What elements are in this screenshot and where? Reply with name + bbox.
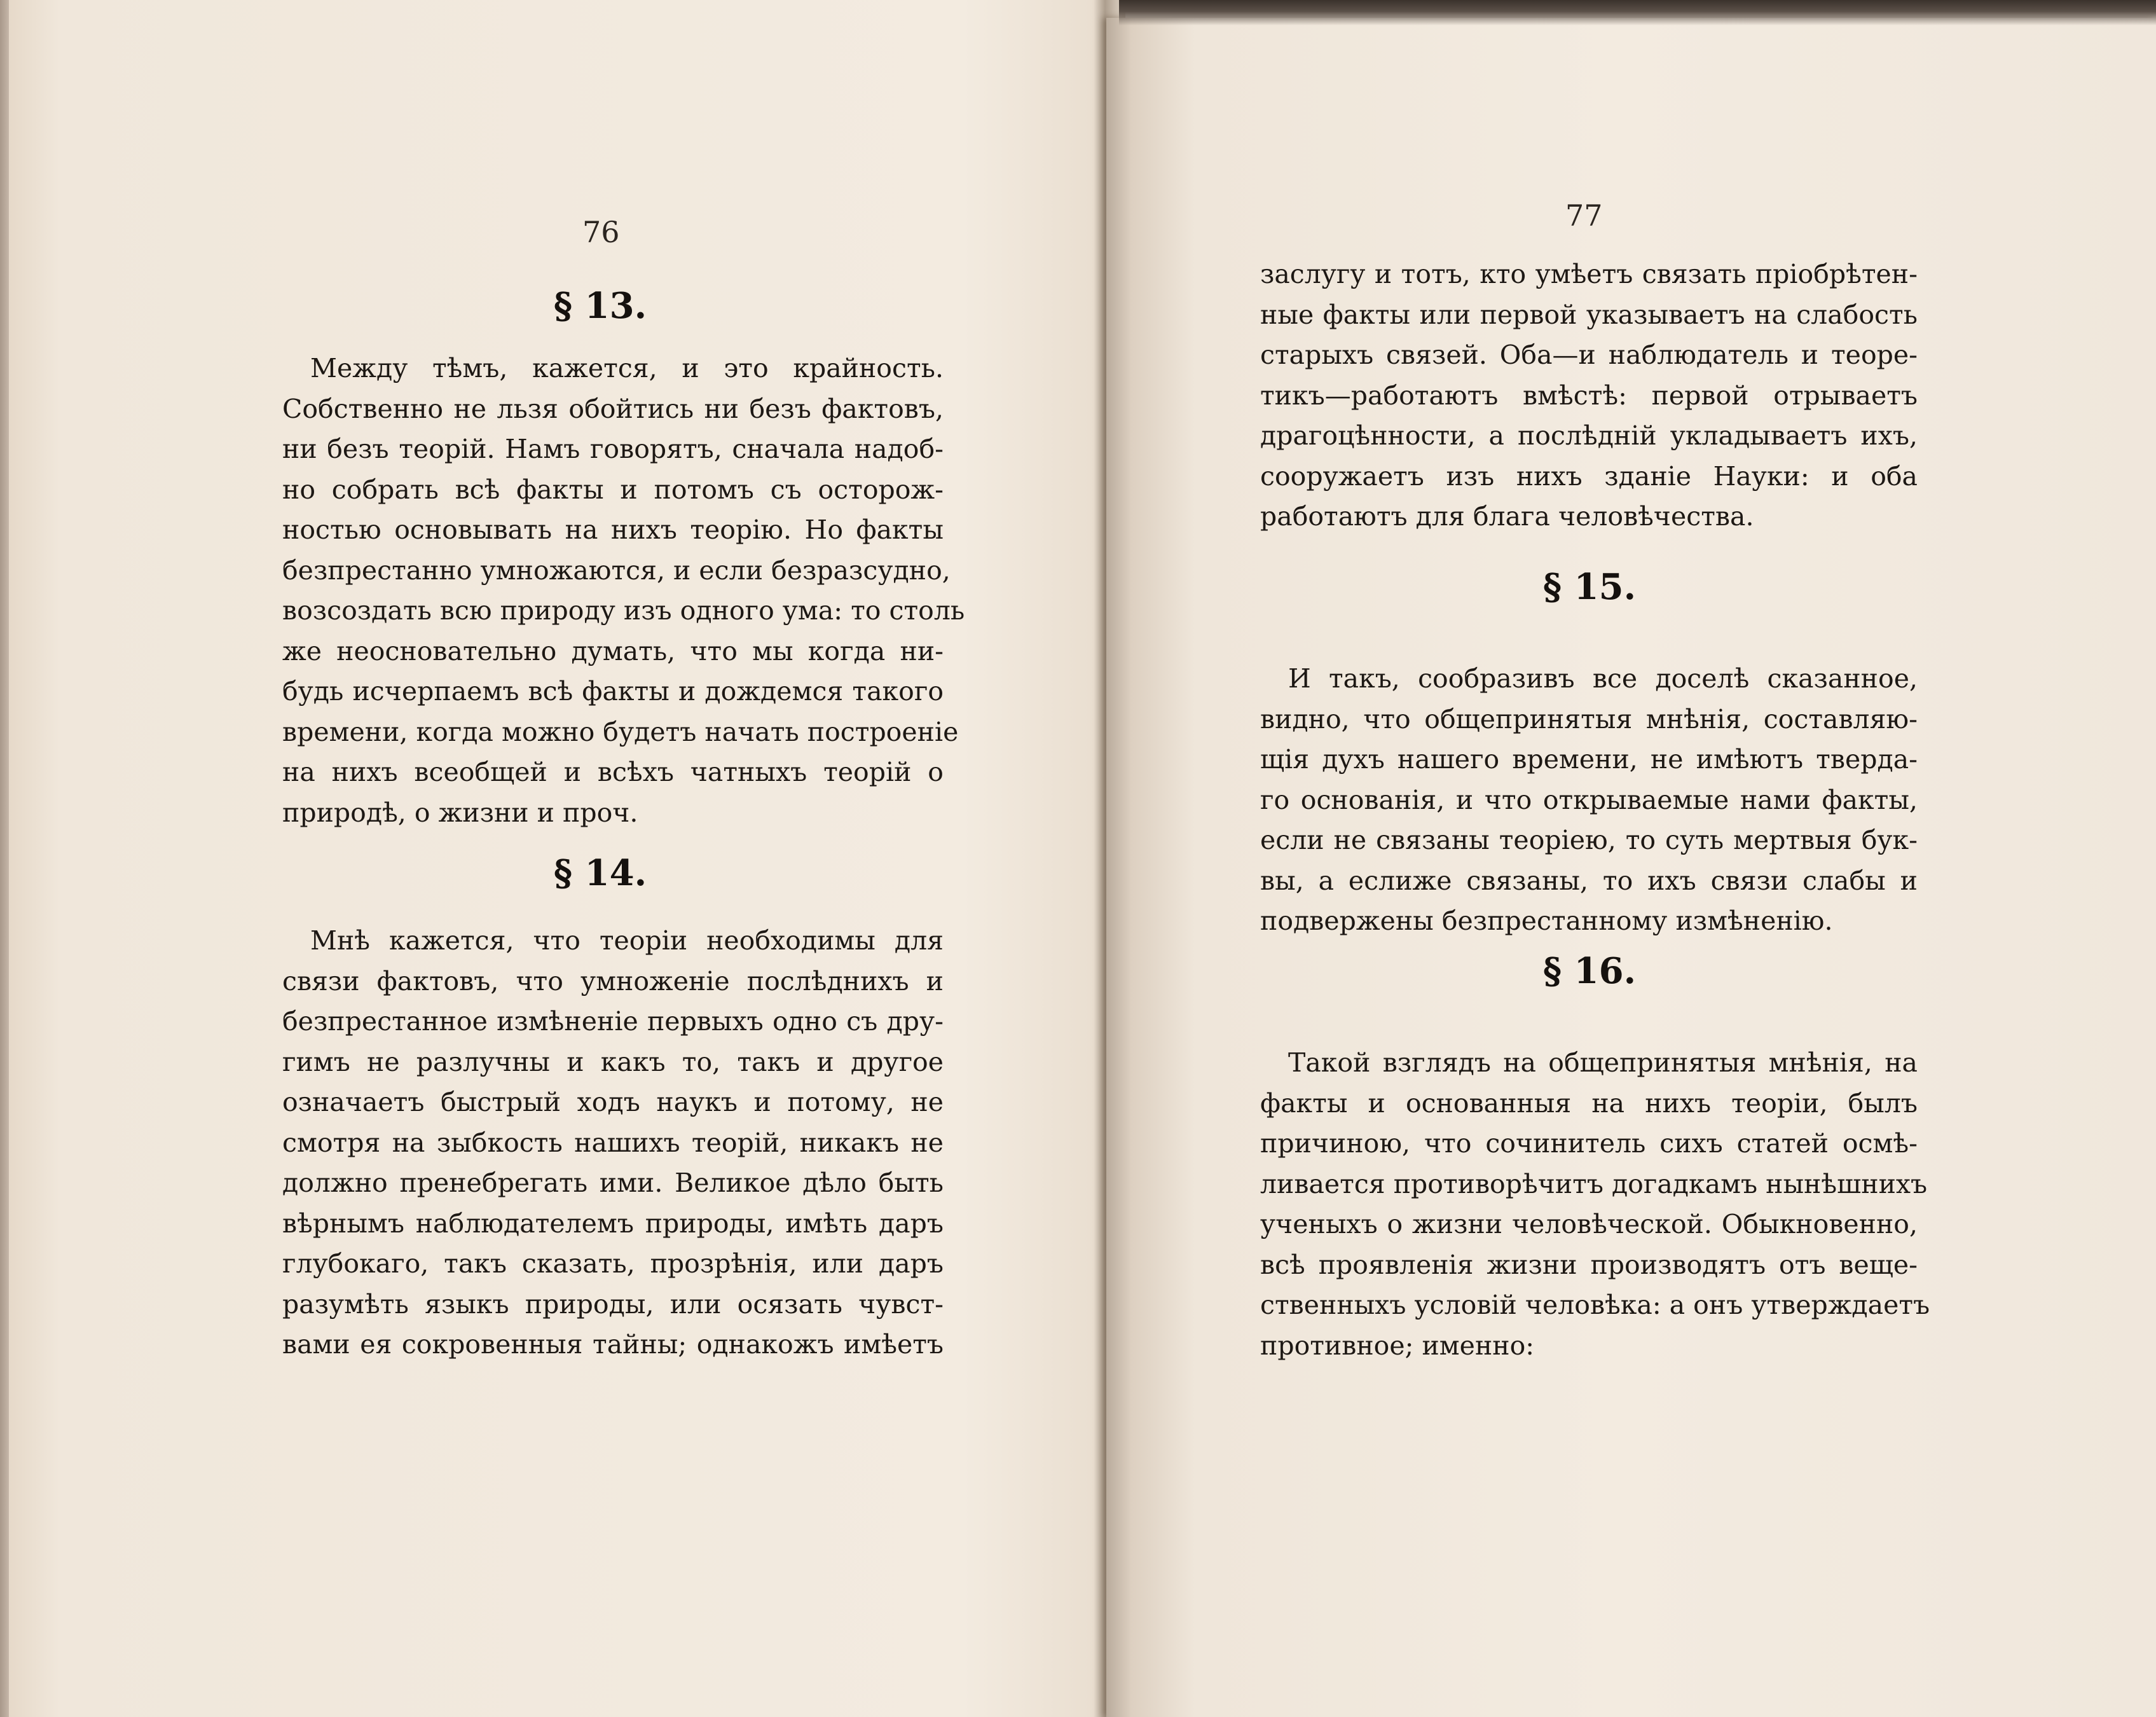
text-line: всѣ проявленія жизни производятъ отъ веще- bbox=[1260, 1249, 1918, 1280]
text-line: ственныхъ условій человѣка: а онъ утверждаетъ bbox=[1260, 1290, 1930, 1320]
text-line: Между тѣмъ, кажется, и это крайность. bbox=[310, 353, 944, 383]
text-line: го основанія, и что открываемые нами факты, bbox=[1260, 784, 1918, 815]
text-line: вы, а еслиже связаны, то ихъ связи слабы и bbox=[1260, 865, 1918, 896]
text-line: будь исчерпаемъ всѣ факты и дождемся такого bbox=[282, 676, 944, 707]
text-line: Мнѣ кажется, что теоріи необходимы для bbox=[310, 925, 944, 956]
continued-text bbox=[1260, 254, 1918, 537]
section-13-paragraph bbox=[282, 348, 965, 833]
text-line: если не связаны теоріею, то суть мертвыя бук- bbox=[1260, 825, 1918, 855]
text-line: но собрать всѣ факты и потомъ съ осторож- bbox=[282, 474, 944, 505]
text-line: должно пренебрегать ими. Великое дѣло быть bbox=[282, 1168, 944, 1198]
text-line: смотря на зыбкость нашихъ теорій, никакъ не bbox=[282, 1127, 944, 1158]
text-line: работаютъ для блага человѣчества. bbox=[1260, 501, 1754, 532]
section-13-heading: § 13. bbox=[553, 285, 647, 327]
text-line: ученыхъ о жизни человѣческой. Обыкновенно, bbox=[1260, 1209, 1918, 1239]
text-line: Собственно не льзя обойтись ни безъ фактовъ, bbox=[282, 393, 944, 424]
section-16-paragraph bbox=[1260, 1043, 1930, 1366]
text-line: ностью основывать на нихъ теорію. Но факты bbox=[282, 514, 944, 545]
left-page bbox=[9, 0, 1125, 1717]
text-line: причиною, что сочинитель сихъ статей осмѣ- bbox=[1260, 1128, 1918, 1159]
section-15-body bbox=[1260, 659, 1918, 942]
text-line: факты и основанныя на нихъ теоріи, былъ bbox=[1260, 1087, 1918, 1119]
text-line: же неосновательно думать, что мы когда ни- bbox=[282, 635, 944, 666]
text-line: ливается противорѣчитъ догадкамъ нынѣшнихъ bbox=[1260, 1168, 1928, 1199]
text-line: подвержены безпрестанному измѣненію. bbox=[1260, 906, 1833, 936]
continued-paragraph bbox=[1260, 254, 1918, 537]
right-page bbox=[1106, 18, 2156, 1717]
text-line: вѣрнымъ наблюдателемъ природы, имѣть даръ bbox=[282, 1208, 944, 1239]
text-line: ни безъ теорій. Намъ говорятъ, сначала надоб- bbox=[282, 434, 944, 464]
text-line: видно, что общепринятыя мнѣнія, составляю- bbox=[1260, 703, 1918, 734]
text-line: драгоцѣнности, а послѣдній укладываетъ ихъ, bbox=[1260, 420, 1918, 451]
page-number-left: 76 bbox=[582, 215, 620, 249]
text-line: щія духъ нашего времени, не имѣютъ тверда- bbox=[1260, 744, 1918, 775]
text-line: заслугу и тотъ, кто умѣетъ связать пріобрѣтен- bbox=[1260, 259, 1918, 289]
text-line: сооружаетъ изъ нихъ зданіе Науки: и оба bbox=[1260, 460, 1918, 492]
text-line: разумѣть языкъ природы, или осязать чувст- bbox=[282, 1288, 944, 1320]
top-edge-shadow bbox=[1119, 0, 2156, 25]
section-16-body bbox=[1260, 1043, 1930, 1366]
section-13-body bbox=[282, 348, 965, 833]
text-line: безпрестанно умножаются, и если безразсудно, bbox=[282, 555, 951, 586]
text-line: гимъ не разлучны и какъ то, такъ и другое bbox=[282, 1046, 944, 1077]
section-14-paragraph bbox=[282, 921, 944, 1365]
text-line: возсоздать всю природу изъ одного ума: то столь bbox=[282, 595, 965, 626]
section-16-heading: § 16. bbox=[1542, 950, 1637, 992]
section-14-body bbox=[282, 921, 944, 1365]
text-line: И такъ, сообразивъ все доселѣ сказанное, bbox=[1288, 663, 1918, 694]
text-line: ные факты или первой указываетъ на слабость bbox=[1260, 299, 1918, 330]
text-line: на нихъ всеобщей и всѣхъ чатныхъ теорій о bbox=[282, 757, 944, 787]
text-line: безпрестанное измѣненіе первыхъ одно съ дру- bbox=[282, 1006, 944, 1037]
text-line: природѣ, о жизни и проч. bbox=[282, 797, 638, 828]
section-14-heading: § 14. bbox=[553, 852, 647, 894]
text-line: вами ея сокровенныя тайны; однакожъ имѣетъ bbox=[282, 1329, 944, 1360]
section-15-heading: § 15. bbox=[1542, 566, 1637, 608]
page-number-right: 77 bbox=[1565, 198, 1603, 233]
text-line: тикъ—работаютъ вмѣстѣ: первой отрываетъ bbox=[1260, 380, 1918, 411]
text-line: времени, когда можно будетъ начать построеніе bbox=[282, 716, 959, 747]
section-15-paragraph bbox=[1260, 659, 1918, 942]
text-line: противное; именно: bbox=[1260, 1330, 1535, 1361]
text-line: старыхъ связей. Оба—и наблюдатель и теоре- bbox=[1260, 340, 1918, 370]
text-line: связи фактовъ, что умноженіе послѣднихъ и bbox=[282, 965, 944, 996]
text-line: глубокаго, такъ сказать, прозрѣнія, или даръ bbox=[282, 1248, 944, 1279]
text-line: Такой взглядъ на общепринятыя мнѣнія, на bbox=[1288, 1047, 1918, 1078]
text-line: означаетъ быстрый ходъ наукъ и потому, не bbox=[282, 1087, 944, 1117]
